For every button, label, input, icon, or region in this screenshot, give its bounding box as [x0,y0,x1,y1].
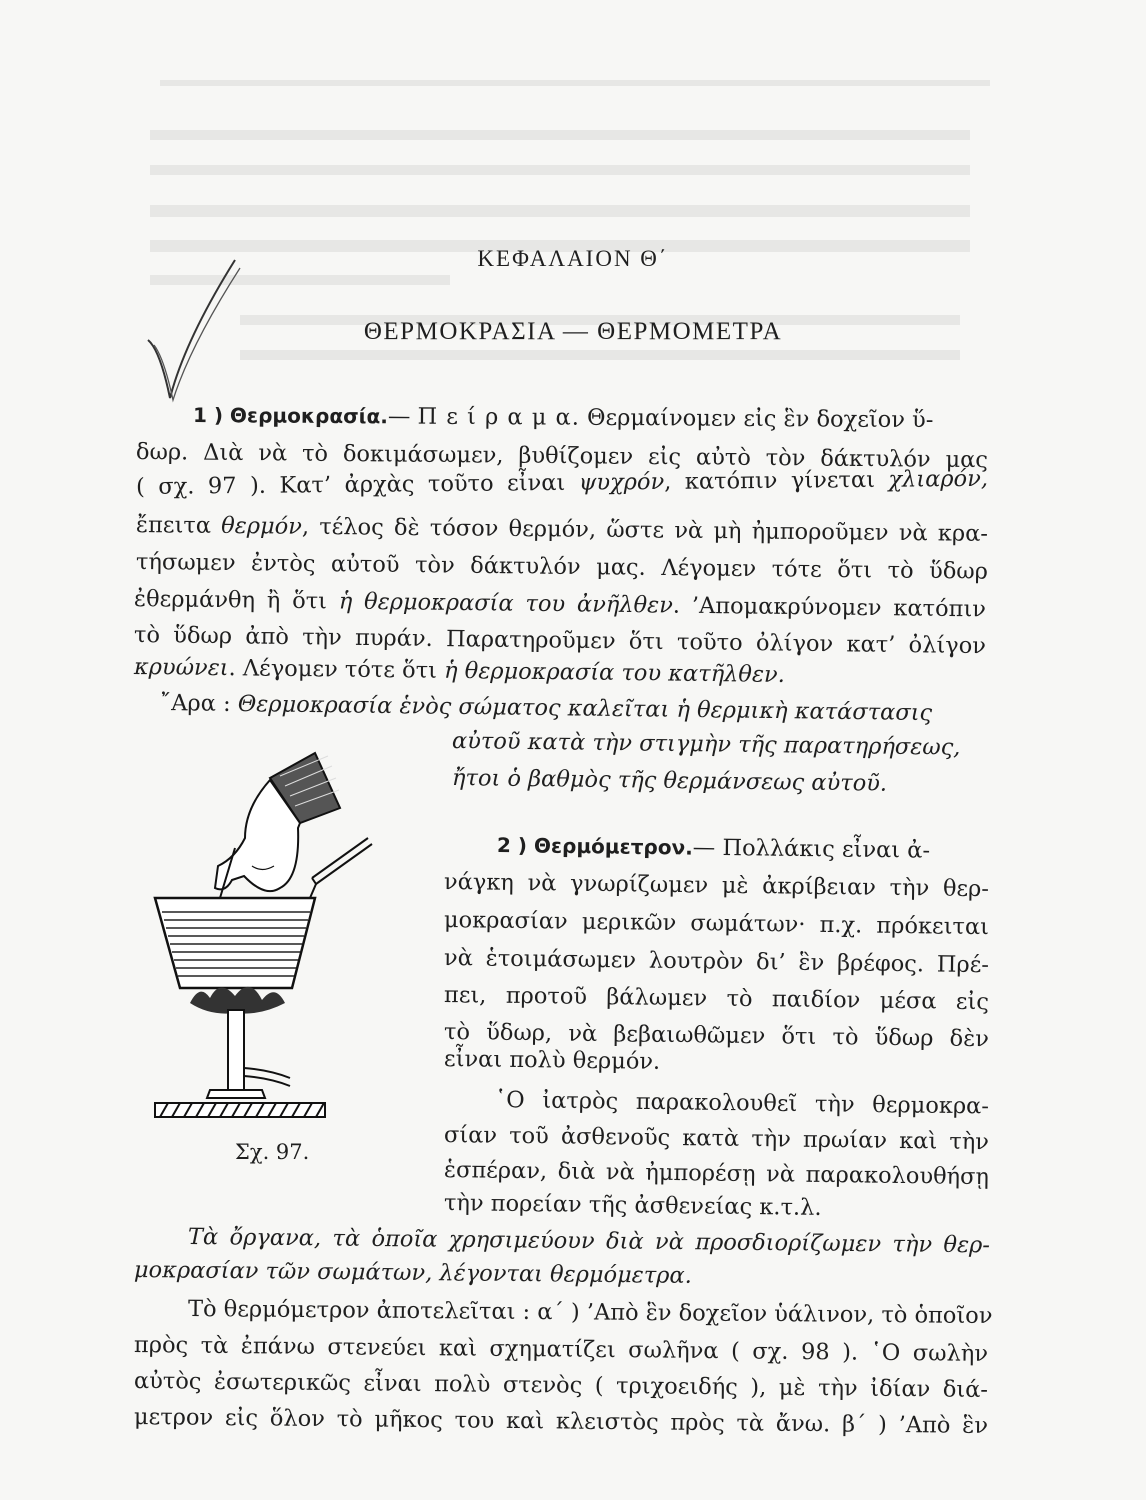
s1-line-6-a: ἐθερμάνθη ἢ ὅτι [133,586,339,615]
s1-line-8-b: . Λέγομεν τότε ὅτι [228,655,445,684]
p3-line-1: Τὸ θερμόμετρον ἀποτελεῖται : α΄ ) ’Απὸ ἓν δοχεῖον ὑάλινον, τὸ ὁποῖον [187,1296,993,1330]
s2-line-11: τὴν πορείαν τῆς ἀσθενείας κ.τ.λ. [443,1190,822,1221]
s2-line-2: νάγκη νὰ γνωρίζωμεν μὲ ἀκρίβειαν τὴν θερ- [443,869,990,903]
p3-line-3: αὐτὸς ἐσωτερικῶς εἶναι πολὺ στενὸς ( τριχοειδής ), μὲ τὴν ἰδίαν διά- [133,1368,989,1403]
s1-line-5: τήσωμεν ἐντὸς αὐτοῦ τὸν δάκτυλόν μας. Λέγομεν τότε ὅτι τὸ ὕδωρ [135,549,989,585]
s2-line-3: μοκρασίαν μερικῶν σωμάτων· π.χ. πρόκειται [443,907,990,941]
s1-term-hot: θερμόν [221,512,303,540]
s1-line-4 [136,510,988,549]
s1-line-3-a: ( σχ. 97 ). Κατ’ ἀρχὰς τοῦτο εἶναι [135,469,579,500]
dash: — [387,403,418,430]
s2-line-7: εἶναι πολὺ θερμόν. [443,1046,661,1075]
s1-term-lukewarm: χλιαρόν, [888,465,989,493]
s1-definition-line-1 [160,688,990,729]
s1-line-6 [134,584,986,624]
s1-definition-line-3: ἤτοι ὁ βαθμὸς τῆς θερμάνσεως αὐτοῦ. [451,765,888,797]
s2-line-4: νὰ ἑτοιμάσωμεν λουτρὸν δι’ ἓν βρέφος. Πρέ- [443,945,990,979]
p3-line-4: μετρον εἰς ὅλον τὸ μῆκος του καὶ κλειστὸς πρὸς τὰ ἄνω. β΄ ) ’Απὸ ἓν [133,1404,989,1439]
s2-line-1 [497,830,987,866]
s1-definition-line-2: αὐτοῦ κατὰ τὴν στιγμὴν τῆς παρατηρήσεως, [451,728,961,761]
s2-line-9: σίαν τοῦ ἀσθενοῦς κατὰ τὴν πρωίαν καὶ τὴν [443,1122,990,1156]
s1-line-6-c: . ’Απομακρύνομεν κατόπιν [672,592,987,623]
s1-line-4-c: , τέλος δὲ τόσον θερμόν, ὥστε νὰ μὴ ἠμποροῦμεν νὰ κρα- [301,513,989,547]
s1-term-cold: ψυχρόν [578,468,665,496]
s1-temp-rose: ἡ θερμοκρασία του ἀνῆλθεν [338,588,674,619]
so-label: ῎Αρα : [159,690,238,718]
s2-line-10: ἑσπέραν, διὰ νὰ ἠμπορέσῃ νὰ παρακολουθήσῃ [443,1157,990,1191]
s1-term-cools: κρυώνει [133,654,229,682]
s1-line-4-a: ἔπειτα [135,512,222,539]
figure-97-illustration [140,748,380,1138]
s2-line-1-rest: Πολλάκις εἶναι ἀ- [722,834,931,864]
p3-line-2: πρὸς τὰ ἐπάνω στενεύει καὶ σχηματίζει σωλῆνα ( σχ. 98 ). ῾Ο σωλὴν [133,1332,989,1367]
experiment-label: Π ε ί ρ α μ α. [417,403,581,431]
s1-line-7: τὸ ὕδωρ ἀπὸ τὴν πυράν. Παρατηροῦμεν ὅτι τοῦτο ὀλίγον κατ’ ὀλίγον [133,622,987,660]
s1-line-2: δωρ. Διὰ νὰ τὸ δοκιμάσωμεν, βυθίζομεν εἰς αὐτὸ τὸν δάκτυλόν μας [135,439,989,474]
s1-line-1-rest: Θερμαίνομεν εἰς ἓν δοχεῖον ὕ- [579,404,934,434]
temperature-definition: Θερμοκρασία ἑνὸς σώματος καλεῖται ἡ θερμικὴ κατάστασις [237,691,933,727]
chapter-heading: ΚΕΦΑΛΑΙΟΝ Θ΄ [477,246,669,271]
page-title: ΘΕΡΜΟΚΡΑΣΙΑ — ΘΕΡΜΟΜΕΤΡΑ [363,318,783,345]
s2-line-6: τὸ ὕδωρ, νὰ βεβαιωθῶμεν ὅτι τὸ ὕδωρ δὲν [443,1019,990,1053]
definition2-line-2: μοκρασίαν τῶν σωμάτων, λέγονται θερμόμετρα. [133,1257,692,1289]
section1-heading: 1 ) Θερμοκρασία. [192,403,388,429]
s1-line-3 [136,464,988,502]
section2-heading: 2 ) Θερμόμετρον. [496,833,693,860]
s1-line-1 [193,400,985,436]
figure-caption: Σχ. 97. [235,1140,310,1164]
dash: — [692,834,723,861]
definition2-line-1: Τὰ ὄργανα, τὰ ὁποῖα χρησιμεύουν διὰ νὰ προσδιορίζωμεν τὴν θερ- [187,1224,991,1259]
s1-line-3-c: , κατόπιν γίνεται [664,466,889,495]
s2-line-5: πει, προτοῦ βάλωμεν τὸ παιδίον μέσα εἰς [443,982,990,1016]
s1-temp-fell: ἡ θερμοκρασία του κατῆλθεν. [443,657,786,688]
s1-line-8 [134,652,785,690]
s2-line-8: ῾Ο ἰατρὸς παρακολουθεῖ τὴν θερμοκρα- [494,1087,990,1120]
